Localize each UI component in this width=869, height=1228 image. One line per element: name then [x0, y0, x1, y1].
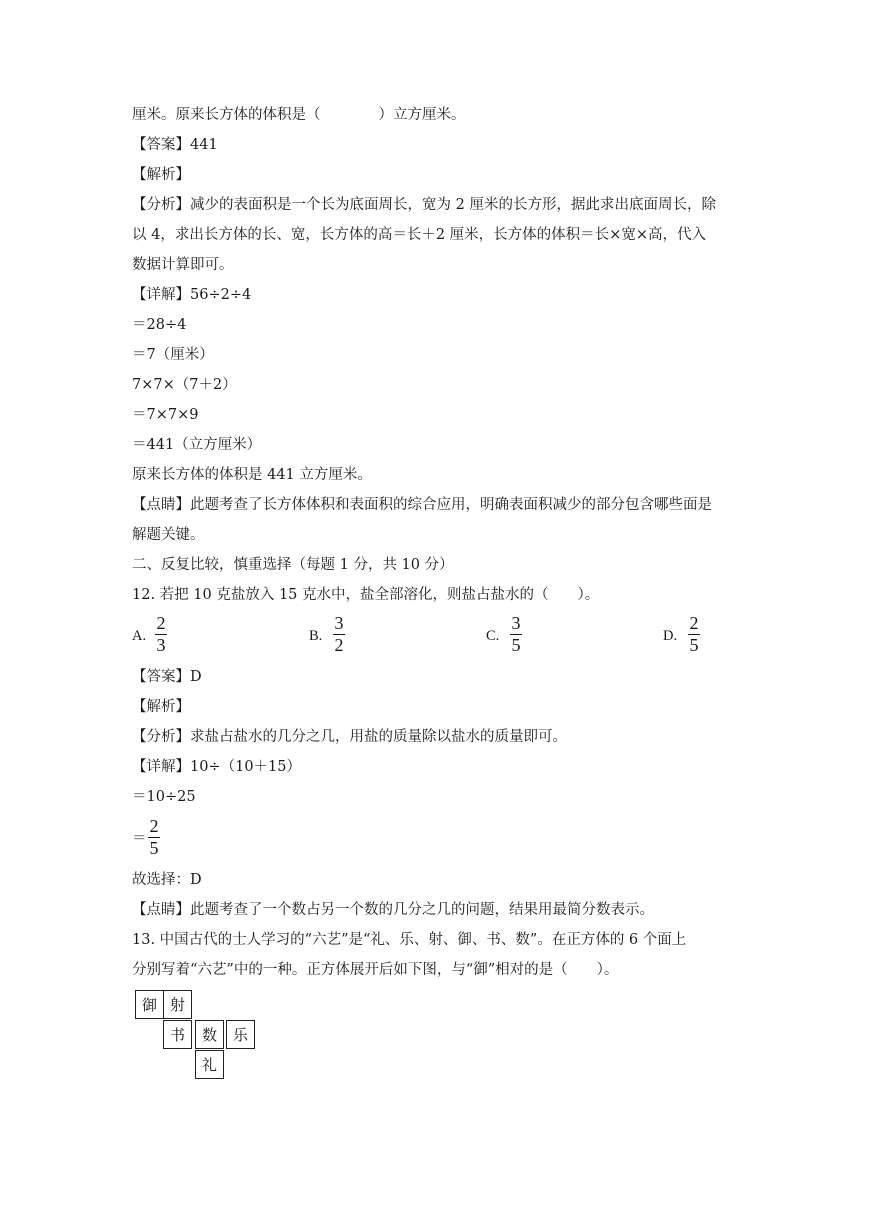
option-label: A.: [132, 628, 147, 644]
analysis-label: 【解析】: [132, 699, 190, 715]
fraction: [333, 614, 345, 655]
fraction: [510, 614, 522, 655]
comment-text: 解题关键。: [132, 527, 205, 543]
analysis-text: 数据计算即可。: [132, 257, 234, 273]
analysis-label: 【解析】: [132, 167, 190, 183]
solution-step: ＝7（厘米）: [132, 347, 214, 363]
choice-text: 故选择：D: [132, 872, 202, 888]
numerator: 3: [511, 613, 521, 633]
denominator: 5: [689, 635, 699, 655]
analysis-text: 以 4，求出长方体的长、宽，长方体的高＝长＋2 厘米，长方体的体积＝长×宽×高，代入: [132, 227, 706, 243]
net-face: 礼: [195, 1050, 224, 1079]
net-face: 乐: [226, 1020, 255, 1049]
net-face: 射: [163, 990, 192, 1019]
equals-sign: ＝: [132, 831, 147, 847]
solution-step: 【详解】56÷2÷4: [132, 287, 252, 303]
comment-text: 【点睛】此题考查了长方体体积和表面积的综合应用，明确表面积减少的部分包含哪些面是: [132, 497, 712, 513]
section-heading: 二、反复比较，慎重选择（每题 1 分，共 10 分）: [132, 557, 454, 573]
analysis-text: 【分析】求盐占盐水的几分之几，用盐的质量除以盐水的质量即可。: [132, 729, 567, 745]
solution-step: ＝7×7×9: [132, 407, 199, 423]
solution-step: ＝10÷25: [132, 789, 196, 805]
option-label: B.: [309, 628, 323, 644]
comment-text: 【点睛】此题考查了一个数占另一个数的几分之几的问题，结果用最简分数表示。: [132, 902, 654, 918]
text-line: 厘米。原来长方体的体积是（ ）立方厘米。: [132, 107, 466, 123]
net-face: 御: [135, 990, 164, 1019]
solution-step: 【详解】10÷（10＋15）: [132, 759, 302, 775]
question-13-cont: 分别写着“六艺”中的一种。正方体展开后如下图，与“御”相对的是（ ）。: [132, 962, 619, 978]
question-13: 13. 中国古代的士人学习的“六艺”是“礼、乐、射、御、书、数”。在正方体的 6 个面上: [132, 932, 687, 948]
solution-step: 7×7×（7＋2）: [132, 377, 237, 393]
net-face: 数: [195, 1020, 224, 1049]
solution-step: ＝441（立方厘米）: [132, 437, 262, 453]
fraction: [688, 614, 700, 655]
option-label: D.: [663, 628, 678, 644]
answer-label: 【答案】441: [132, 137, 218, 153]
numerator: 2: [149, 816, 159, 836]
question-12: 12. 若把 10 克盐放入 15 克水中，盐全部溶化，则盐占盐水的（ ）。: [132, 587, 600, 603]
numerator: 3: [334, 613, 344, 633]
net-face: 书: [163, 1020, 192, 1049]
denominator: 5: [149, 838, 159, 858]
option-label: C.: [486, 628, 500, 644]
result-fraction: [148, 817, 160, 858]
analysis-text: 【分析】减少的表面积是一个长为底面周长，宽为 2 厘米的长方形，据此求出底面周长，除: [132, 197, 716, 213]
solution-step: 原来长方体的体积是 441 立方厘米。: [132, 467, 372, 483]
denominator: 3: [156, 635, 166, 655]
answer-label: 【答案】D: [132, 669, 202, 685]
numerator: 2: [156, 613, 166, 633]
numerator: 2: [689, 613, 699, 633]
fraction: [155, 614, 167, 655]
denominator: 5: [511, 635, 521, 655]
denominator: 2: [334, 635, 344, 655]
solution-step: ＝28÷4: [132, 317, 187, 333]
